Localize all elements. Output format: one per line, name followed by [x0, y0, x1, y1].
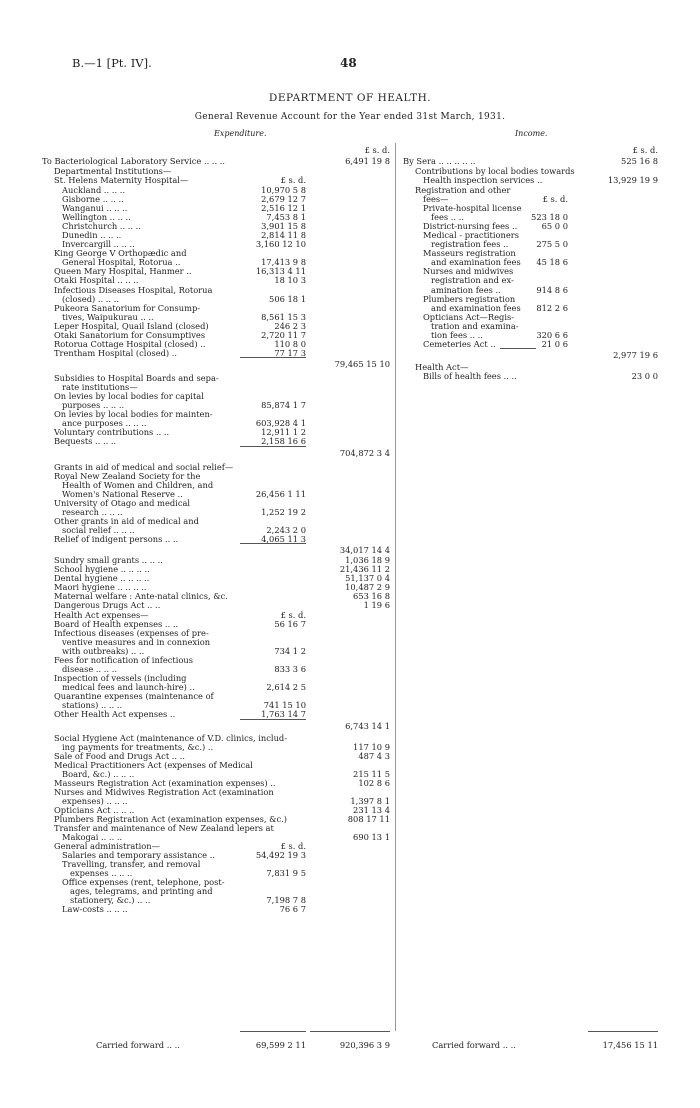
inner-amount: £ s. d. [280, 841, 306, 851]
row-description: Nurses and midwives [423, 266, 514, 276]
row-description: Office expenses (rent, telephone, post- [62, 877, 225, 887]
inner-amount: 85,874 1 7 [261, 400, 306, 410]
income-heading: Income. [515, 129, 548, 138]
row-description: amination fees .. [431, 285, 501, 295]
row-description: tives, Waipukurau .. .. [62, 312, 154, 322]
row-description: Plumbers registration [423, 294, 516, 304]
row-description: medical fees and launch-hire) .. [62, 682, 195, 692]
row-description: Otaki Sanatorium for Consumptives [54, 330, 206, 340]
total-amount: 6,743 14 1 [345, 721, 390, 731]
inner-amount: 3,160 12 10 [255, 239, 306, 249]
table-row [0, 371, 700, 382]
row-description: Relief of indigent persons .. .. [54, 534, 179, 544]
total-amount: 79,465 15 10 [334, 359, 390, 369]
inner-amount: 77 17 3 [274, 348, 306, 358]
subtotal-rule [240, 719, 306, 720]
carried-forward-label: Carried forward .. .. [96, 1040, 180, 1050]
row-description: Fees for notification of infectious [54, 655, 194, 665]
inner-amount: £ s. d. [542, 194, 568, 204]
row-description: Sale of Food and Drugs Act .. .. [54, 751, 185, 761]
subtotal-rule [240, 446, 306, 447]
inner-amount: 7,831 9 5 [266, 868, 306, 878]
row-description: To Bacteriological Laboratory Service .. .. .. [42, 156, 226, 166]
row-description: Infectious diseases (expenses of pre- [54, 628, 209, 638]
row-description: Makogai .. .. .. [62, 832, 123, 842]
inner-amount: 18 10 3 [274, 275, 306, 285]
total-amount: 231 13 4 [353, 805, 390, 815]
row-description: General Hospital, Rotorua .. [62, 257, 181, 267]
inner-amount: 65 0 0 [541, 221, 568, 231]
inner-amount: 1,252 19 2 [261, 507, 306, 517]
row-description: Salaries and temporary assistance .. [62, 850, 215, 860]
row-description: stationery, &c.) .. .. [70, 895, 151, 905]
row-description: School hygiene .. .. .. .. [54, 564, 150, 574]
row-description: stations) .. .. .. [62, 700, 123, 710]
table-row [0, 904, 700, 915]
inner-amount: 741 15 10 [263, 700, 306, 710]
inner-amount: 7,453 8 1 [266, 212, 306, 222]
row-description: General administration— [54, 841, 160, 851]
row-description: Health of Women and Children, and [62, 480, 214, 490]
row-description: Otaki Hospital .. .. .. [54, 275, 139, 285]
row-description: Health Act expenses— [54, 610, 149, 620]
row-description: St. Helens Maternity Hospital— [54, 175, 189, 185]
table-row [0, 721, 700, 732]
row-description: Cemeteries Act .. [423, 339, 496, 349]
row-description: (closed) .. .. .. [62, 294, 119, 304]
row-description: Health inspection services .. [423, 175, 543, 185]
row-description: Sundry small grants .. .. .. [54, 555, 163, 565]
row-description: Transfer and maintenance of New Zealand lepers at [54, 823, 274, 833]
row-description: District-nursing fees .. [423, 221, 518, 231]
row-description: Opticians Act .. .. .. [54, 805, 135, 815]
row-description: Nurses and Midwives Registration Act (examination [54, 787, 274, 797]
row-description: and examination fees [431, 257, 521, 267]
carried-forward-inner: 69,599 2 11 [255, 1040, 306, 1050]
inner-amount: 506 18 1 [269, 294, 306, 304]
inner-amount: 54,492 19 3 [255, 850, 306, 860]
row-description: Social Hygiene Act (maintenance of V.D. clinics, includ- [54, 733, 288, 743]
row-description: Other Health Act expenses .. [54, 709, 176, 719]
row-description: expenses) .. .. .. [62, 796, 128, 806]
table-row [0, 448, 700, 459]
inner-amount: 320 6 6 [536, 330, 568, 340]
income-carried-forward-total: 17,456 15 11 [602, 1040, 658, 1050]
row-description: Dunedin .. .. .. [62, 230, 122, 240]
row-description: Quarantine expenses (maintenance of [54, 691, 214, 701]
inner-amount: 4,065 11 3 [261, 534, 306, 544]
inner-amount: 76 6 7 [279, 904, 306, 914]
total-amount: 10,487 2 9 [345, 582, 390, 592]
row-description: research .. .. .. [62, 507, 123, 517]
inner-amount: 7,198 7 8 [266, 895, 306, 905]
row-description: Board of Health expenses .. .. [54, 619, 179, 629]
row-description: registration fees .. [431, 239, 509, 249]
row-description: Voluntary contributions .. .. [54, 427, 170, 437]
inner-amount: 2,516 12 1 [261, 203, 306, 213]
inner-amount: 12,911 1 2 [261, 427, 306, 437]
total-amount: 704,872 3 4 [339, 448, 390, 458]
inner-amount: 246 2 3 [274, 321, 306, 331]
table-row [0, 436, 700, 447]
inner-amount: 734 1 2 [274, 646, 306, 656]
inner-amount: 8,561 15 3 [261, 312, 306, 322]
row-description: Medical Practitioners Act (expenses of Medical [54, 760, 253, 770]
row-description: disease .. .. .. [62, 664, 117, 674]
inner-amount: £ s. d. [280, 610, 306, 620]
row-description: Dangerous Drugs Act .. .. [54, 600, 161, 610]
row-description: ventive measures and in connexion [62, 637, 211, 647]
row-description: Invercargill .. .. .. [62, 239, 135, 249]
row-description: Registration and other [415, 185, 511, 195]
row-description: fees .. .. [431, 212, 464, 222]
inner-amount: 110 8 0 [274, 339, 306, 349]
row-description: registration and ex- [431, 275, 514, 285]
row-description: Law-costs .. .. .. [62, 904, 128, 914]
row-description: Inspection of vessels (including [54, 673, 187, 683]
row-description: Plumbers Registration Act (examination expenses, &c.) [54, 814, 288, 824]
row-description: Board, &c.) .. .. .. [62, 769, 135, 779]
inner-amount: £ s. d. [280, 175, 306, 185]
row-description: Bequests .. .. .. [54, 436, 117, 446]
income-carried-forward-label: Carried forward .. .. [432, 1040, 516, 1050]
total-amount: 23 0 0 [631, 371, 658, 381]
row-description: Infectious Diseases Hospital, Rotorua [54, 285, 213, 295]
row-description: Departmental Institutions— [54, 166, 172, 176]
row-description: rate institutions— [62, 382, 138, 392]
row-description: Dental hygiene .. .. .. .. [54, 573, 150, 583]
inner-amount: 914 8 6 [536, 285, 568, 295]
total-amount: 117 10 9 [353, 742, 390, 752]
total-amount: 653 16 8 [353, 591, 390, 601]
inner-amount: 2,814 11 8 [261, 230, 306, 240]
row-description: Opticians Act—Regis- [423, 312, 515, 322]
row-description: Other grants in aid of medical and [54, 516, 199, 526]
row-description: Queen Mary Hospital, Hanmer .. [54, 266, 192, 276]
row-description: Masseurs registration [423, 248, 516, 258]
row-description: tration and examina- [431, 321, 519, 331]
total-rule [588, 1031, 658, 1032]
row-description: Women's National Reserve .. [62, 489, 183, 499]
row-description: Gisborne .. .. .. [62, 194, 124, 204]
total-amount: 1,036 18 9 [345, 555, 390, 565]
total-amount: 215 11 5 [353, 769, 390, 779]
inner-amount: 2,679 12 7 [261, 194, 306, 204]
table-row [0, 145, 700, 156]
total-amount: 2,977 19 6 [613, 350, 658, 360]
inner-amount: 10,970 5 8 [261, 185, 306, 195]
total-amount: 808 17 11 [347, 814, 390, 824]
subtotal-rule [500, 348, 536, 349]
total-amount: 102 8 6 [358, 778, 390, 788]
inner-amount: 17,413 9 8 [261, 257, 306, 267]
subtotal-rule [240, 543, 306, 544]
row-description: social relief .. .. .. [62, 525, 135, 535]
row-description: Wanganui .. .. .. [62, 203, 128, 213]
row-description: Private-hospital license [423, 203, 522, 213]
row-description: Bills of health fees .. .. [423, 371, 517, 381]
department-title: DEPARTMENT OF HEALTH. [268, 92, 432, 104]
total-amount: 13,929 19 9 [607, 175, 658, 185]
inner-amount: 1,763 14 7 [261, 709, 306, 719]
row-description: By Sera .. .. .. .. .. [403, 156, 476, 166]
subtotal-rule [240, 357, 306, 358]
row-description: Maternal welfare : Ante-natal clinics, &c. [54, 591, 228, 601]
table-row [0, 350, 700, 361]
row-description: King George V Orthopædic and [54, 248, 187, 258]
total-amount: 690 13 1 [353, 832, 390, 842]
expenditure-heading: Expenditure. [214, 129, 267, 138]
row-description: Wellington .. .. .. [62, 212, 131, 222]
total-amount: 6,491 19 8 [345, 156, 390, 166]
inner-amount: 16,313 4 11 [255, 266, 306, 276]
document-reference: B.—1 [Pt. IV]. [72, 56, 152, 70]
inner-amount: 833 3 6 [274, 664, 306, 674]
inner-amount: 3,901 15 8 [261, 221, 306, 231]
row-description: Grants in aid of medical and social relief— [54, 462, 234, 472]
inner-amount: 2,614 2 5 [266, 682, 306, 692]
row-description: Christchurch .. .. .. [62, 221, 141, 231]
row-description: Auckland .. .. .. [62, 185, 126, 195]
row-description: On levies by local bodies for mainten- [54, 409, 213, 419]
inner-amount: 523 18 0 [531, 212, 568, 222]
carried-forward-row [0, 1040, 700, 1051]
account-subtitle: General Revenue Account for the Year ended 31st March, 1931. [194, 112, 506, 122]
table-row [0, 709, 700, 720]
row-description: purposes .. .. .. [62, 400, 125, 410]
inner-amount: 2,243 2 0 [266, 525, 306, 535]
inner-amount: 21 0 6 [541, 339, 568, 349]
row-description: ages, telegrams, and printing and [70, 886, 213, 896]
row-description: Rotorua Cottage Hospital (closed) .. [54, 339, 206, 349]
row-description: Health Act— [415, 362, 469, 372]
inner-amount: 2,720 11 7 [261, 330, 306, 340]
inner-amount: 812 2 6 [536, 303, 568, 313]
row-description: Leper Hospital, Quail Island (closed) [54, 321, 209, 331]
row-description: ing payments for treatments, &c.) .. [62, 742, 214, 752]
row-description: Royal New Zealand Society for the [54, 471, 201, 481]
total-amount: 525 16 8 [621, 156, 658, 166]
table-row [0, 339, 700, 350]
row-description: Medical - practitioners [423, 230, 520, 240]
row-description: expenses .. .. .. [70, 868, 133, 878]
row-description: Subsidies to Hospital Boards and sepa- [54, 373, 219, 383]
row-description: University of Otago and medical [54, 498, 191, 508]
total-amount: 487 4 3 [358, 751, 390, 761]
total-amount: 51,137 0 4 [345, 573, 390, 583]
inner-amount: 603,928 4 1 [255, 418, 306, 428]
row-description: Maori hygiene .. .. .. .. [54, 582, 147, 592]
total-amount: 34,017 14 4 [339, 545, 390, 555]
row-description: fees— [423, 194, 449, 204]
page-number: 48 [340, 56, 357, 70]
row-description: Masseurs Registration Act (examination expenses) .. [54, 778, 276, 788]
row-description: Pukeora Sanatorium for Consump- [54, 303, 201, 313]
table-row [0, 534, 700, 545]
carried-forward-total: 920,396 3 9 [339, 1040, 390, 1050]
total-amount: £ s. d. [632, 145, 658, 155]
total-amount: £ s. d. [364, 145, 390, 155]
total-rule [310, 1031, 390, 1032]
total-amount: 21,436 11 2 [339, 564, 390, 574]
total-amount: 1 19 6 [363, 600, 390, 610]
row-description: Trentham Hospital (closed) .. [54, 348, 178, 358]
inner-amount: 2,158 16 6 [261, 436, 306, 446]
row-description: with outbreaks) .. .. [62, 646, 145, 656]
row-description: and examination fees [431, 303, 521, 313]
row-description: On levies by local bodies for capital [54, 391, 204, 401]
total-rule [240, 1031, 306, 1032]
row-description: Contributions by local bodies towards [415, 166, 575, 176]
row-description: tion fees .. .. [431, 330, 483, 340]
total-amount: 1,397 8 1 [350, 796, 390, 806]
inner-amount: 26,456 1 11 [255, 489, 306, 499]
inner-amount: 56 16 7 [274, 619, 306, 629]
inner-amount: 275 5 0 [536, 239, 568, 249]
row-description: Travelling, transfer, and removal [62, 859, 201, 869]
inner-amount: 45 18 6 [536, 257, 568, 267]
row-description: ance purposes .. .. .. [62, 418, 147, 428]
